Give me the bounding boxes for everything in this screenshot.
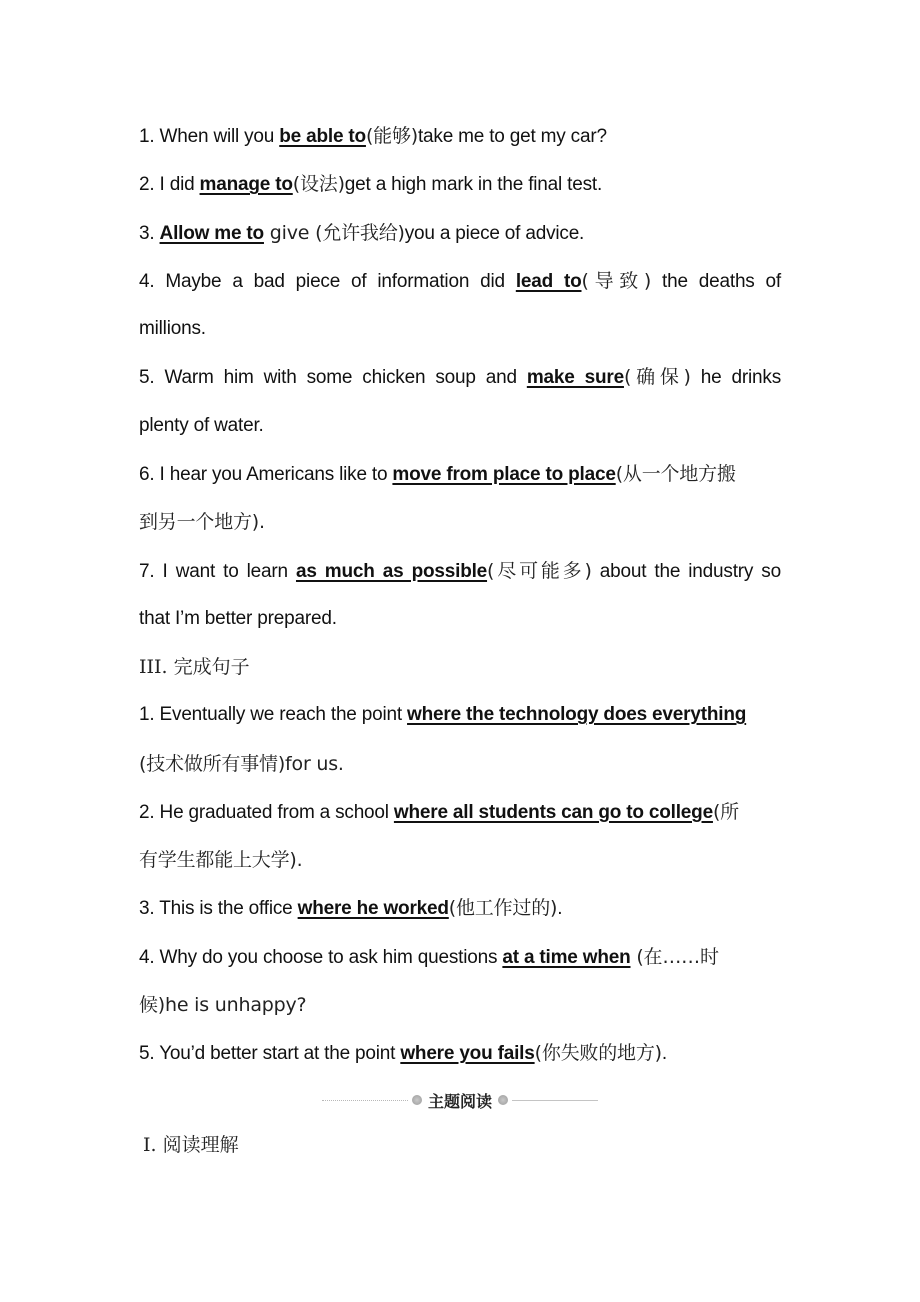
item-ii-4 xyxy=(139,257,781,305)
item-iii-3 xyxy=(139,884,781,932)
item-text: This is the office xyxy=(159,898,298,920)
hint: (所 xyxy=(712,800,739,823)
item-text: get a high mark in the final test. xyxy=(344,174,603,196)
item-number: 4. xyxy=(139,946,155,968)
item-ii-6 xyxy=(139,450,781,498)
hint: (导致) xyxy=(581,269,652,292)
item-text: plenty of water. xyxy=(139,414,264,436)
item-text: 到另一个地方). xyxy=(139,511,265,534)
item-ii-7-cont xyxy=(139,595,781,643)
section-heading-iii: III. 完成句子 xyxy=(139,656,250,679)
item-text: He graduated from a school xyxy=(159,801,394,823)
item-ii-1 xyxy=(139,112,781,160)
hint: (在……时 xyxy=(630,945,719,968)
hint: (你失败的地方) xyxy=(534,1042,662,1065)
answer: where he worked xyxy=(297,898,449,920)
section-heading-reading: Ⅰ. 阅读理解 xyxy=(143,1134,239,1156)
item-ii-4-cont xyxy=(139,305,781,353)
item-iii-1-cont xyxy=(139,740,781,788)
answer: lead to xyxy=(515,270,582,292)
item-number: 7. xyxy=(139,560,155,582)
item-text: . xyxy=(661,1043,667,1065)
item-number: 3. xyxy=(139,222,155,244)
item-number: 2. xyxy=(139,174,155,196)
section-divider xyxy=(322,1088,598,1112)
item-ii-5-cont xyxy=(139,402,781,450)
item-number: 1. xyxy=(139,704,155,726)
item-text: Why do you choose to ask him questions xyxy=(159,946,503,968)
item-number: 4. xyxy=(139,270,155,292)
item-text: that I’m better prepared. xyxy=(139,607,337,629)
divider-rule-right xyxy=(512,1100,598,1101)
item-text: (技术做所有事情)for us. xyxy=(139,752,344,775)
item-text: When will you xyxy=(159,126,280,147)
item-ii-3 xyxy=(139,209,781,257)
item-text: millions. xyxy=(139,318,206,340)
item-number: 5. xyxy=(139,1043,155,1065)
item-iii-1 xyxy=(139,691,781,739)
answer: manage to xyxy=(199,174,293,196)
item-text: you a piece of advice. xyxy=(404,222,585,244)
answer: at a time when xyxy=(502,946,631,968)
item-iii-4-cont xyxy=(139,981,781,1029)
answer: where you fails xyxy=(400,1043,535,1065)
item-text: I want to learn xyxy=(162,560,296,582)
hint: give (允许我给) xyxy=(263,221,405,244)
divider-label: 主题阅读 xyxy=(428,1091,493,1111)
item-ii-2 xyxy=(139,160,781,208)
item-number: 3. xyxy=(139,898,155,920)
item-iii-4 xyxy=(139,933,781,981)
item-iii-5 xyxy=(139,1029,781,1077)
divider-rule-left xyxy=(322,1100,408,1101)
item-text: Maybe a bad piece of information did xyxy=(165,270,516,292)
answer: Allow me to xyxy=(159,222,264,244)
item-text: about the industry so xyxy=(591,560,781,582)
document-body xyxy=(139,112,781,1078)
hint: (设法) xyxy=(292,173,345,196)
answer: where all students can go to college xyxy=(393,801,713,823)
answer: where the technology does everything xyxy=(407,704,747,726)
answer: as much as possible xyxy=(295,560,488,582)
item-text: . xyxy=(557,898,563,920)
item-text: I hear you Americans like to xyxy=(159,464,393,486)
bullet-dot-icon xyxy=(498,1095,508,1105)
answer: make sure xyxy=(526,367,624,389)
item-text: he drinks xyxy=(690,367,782,389)
item-text: Eventually we reach the point xyxy=(159,704,408,726)
answer: be able to xyxy=(279,126,366,147)
item-text: You’d better start at the point xyxy=(159,1043,401,1065)
item-iii-2-cont xyxy=(139,836,781,884)
hint: (尽可能多) xyxy=(487,559,592,582)
item-text: 有学生都能上大学). xyxy=(139,849,303,872)
answer: move from place to place xyxy=(392,464,616,486)
item-ii-5 xyxy=(139,353,781,401)
hint: (从一个地方搬 xyxy=(615,463,736,486)
item-text: take me to get my car? xyxy=(417,126,607,147)
bullet-dot-icon xyxy=(412,1095,422,1105)
item-text: Warm him with some chicken soup and xyxy=(164,367,527,389)
item-number: 1. xyxy=(139,126,155,147)
item-ii-6-cont xyxy=(139,498,781,546)
item-number: 5. xyxy=(139,367,155,389)
item-text: 候)he is unhappy? xyxy=(139,994,307,1017)
item-number: 2. xyxy=(139,801,155,823)
item-ii-7 xyxy=(139,547,781,595)
hint: (能够) xyxy=(365,125,418,147)
hint: (他工作过的) xyxy=(448,897,558,920)
item-text: the deaths of xyxy=(651,270,781,292)
hint: (确保) xyxy=(623,366,691,389)
item-number: 6. xyxy=(139,464,155,486)
item-iii-2 xyxy=(139,788,781,836)
item-text: I did xyxy=(159,174,200,196)
